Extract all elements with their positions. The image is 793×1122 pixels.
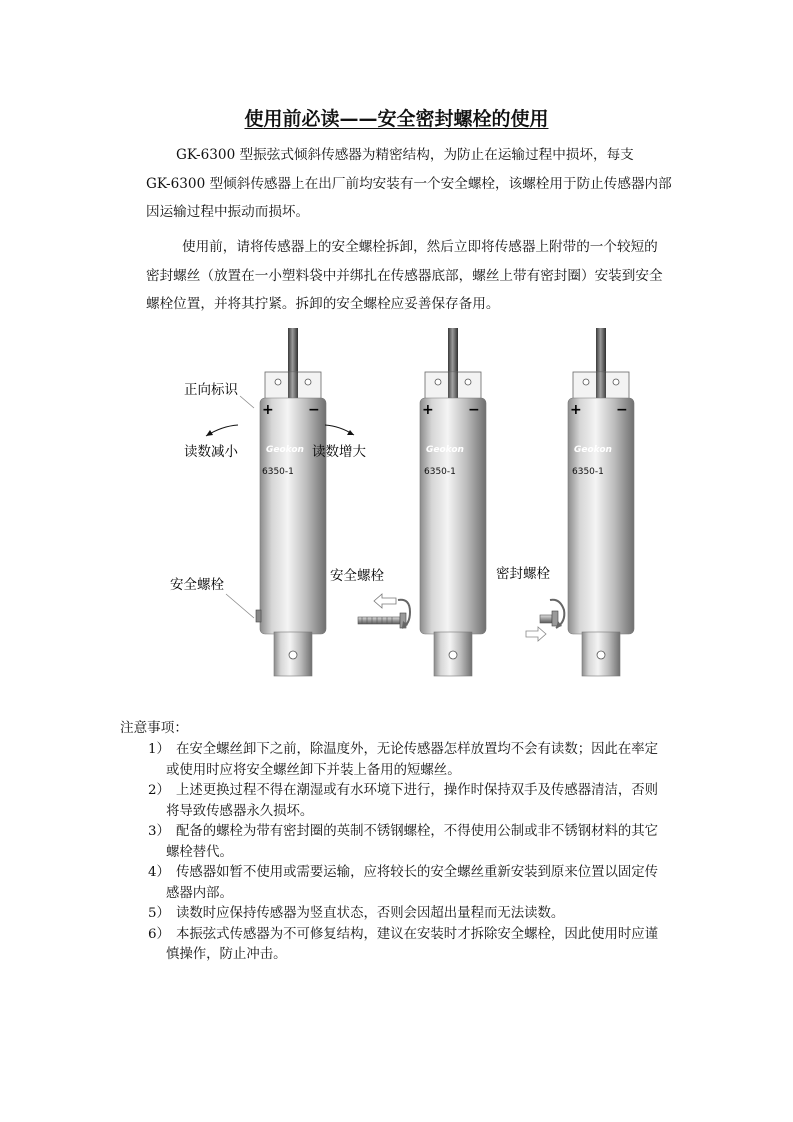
seal-bolt-icon [526,600,564,641]
brand-logo: Geokon [574,445,612,455]
model-label: 6350-1 [424,467,456,477]
note-line: 慎操作，防止冲击。 [166,947,287,962]
model-label: 6350-1 [572,467,604,477]
safety-bolt-leader [226,594,254,618]
forward-mark-leader [240,396,254,408]
note-item [148,925,674,966]
note-line: 读数时应保持传感器为竖直状态，否则会因超出量程而无法读数。 [176,906,565,921]
label-safety-bolt-2: 安全螺栓 [330,568,384,584]
label-reading-increase: 读数增大 [312,444,366,460]
note-number: 3） [148,824,170,839]
plus-sign: + [422,402,434,418]
note-number: 1） [148,742,170,757]
plus-sign: + [262,402,274,418]
note-number: 6） [148,926,170,942]
safety-bolt-head [256,610,261,622]
brand-logo: Geokon [426,445,464,455]
note-item [148,781,674,822]
label-reading-decrease: 读数减小 [184,444,238,460]
minus-sign: − [468,402,480,418]
note-line: 传感器如暂不使用或需要运输，应将较长的安全螺丝重新安装到原来位置以固定传 [176,865,659,880]
note-number: 5） [148,906,170,921]
note-line: 上述更换过程不得在潮湿或有水环境下进行，操作时保持双手及传感器清洁，否则 [176,783,659,798]
minus-sign: − [308,402,320,418]
plus-sign: + [570,402,582,418]
note-item [148,740,674,781]
page-title: 使用前必读——安全密封螺栓的使用 [244,108,549,130]
intro-line-1: GK-6300 型振弦式倾斜传感器为精密结构，为防止在运输过程中损坏，每支 [176,147,634,163]
minus-sign: − [616,402,628,418]
usage-line-3: 螺栓位置，并将其拧紧。拆卸的安全螺栓应妥善保存备用。 [146,296,500,312]
brand-logo: Geokon [266,445,304,455]
label-seal-bolt: 密封螺栓 [496,566,550,582]
usage-line-2: 密封螺丝（放置在一小塑料袋中并绑扎在传感器底部，螺丝上带有密封圈）安装到安全 [146,267,663,284]
label-safety-bolt: 安全螺栓 [170,577,224,593]
intro-line-3: 因运输过程中振动而损坏。 [146,204,310,220]
sensor-2 [420,328,486,676]
note-item [148,904,674,925]
model-label: 6350-1 [262,467,294,477]
sensor-1 [256,328,326,676]
note-line: 感器内部。 [166,885,233,901]
note-line: 在安全螺丝卸下之前，除温度外，无论传感器怎样放置均不会有读数；因此在率定 [176,742,659,757]
note-line: 本振弦式传感器为不可修复结构，建议在安装时才拆除安全螺栓，因此使用时应谨 [176,926,659,942]
usage-line-1: 使用前，请将传感器上的安全螺栓拆卸，然后立即将传感器上附带的一个较短的 [182,239,658,255]
note-number: 2） [148,783,170,798]
intro-paragraph [146,141,674,227]
label-forward-mark: 正向标识 [184,382,238,398]
notes-title: 注意事项： [120,720,188,736]
note-item [148,863,674,904]
notes-list [148,740,674,966]
note-line: 或使用时应将安全螺丝卸下并装上备用的短螺丝。 [166,762,461,778]
sensor-diagram [140,328,660,678]
usage-paragraph [146,233,674,319]
note-line: 配备的螺栓为带有密封圈的英制不锈钢螺栓，不得使用公制或非不锈钢材料的其它 [176,824,659,839]
note-item [148,822,674,863]
note-line: 螺栓替代。 [166,844,233,860]
note-line: 将导致传感器永久损坏。 [166,803,314,819]
safety-bolt-icon [358,594,410,628]
note-number: 4） [148,865,170,880]
intro-line-2: GK-6300 型倾斜传感器上在出厂前均安装有一个安全螺栓，该螺栓用于防止传感器内部 [146,175,672,192]
sensor-3 [568,328,634,676]
